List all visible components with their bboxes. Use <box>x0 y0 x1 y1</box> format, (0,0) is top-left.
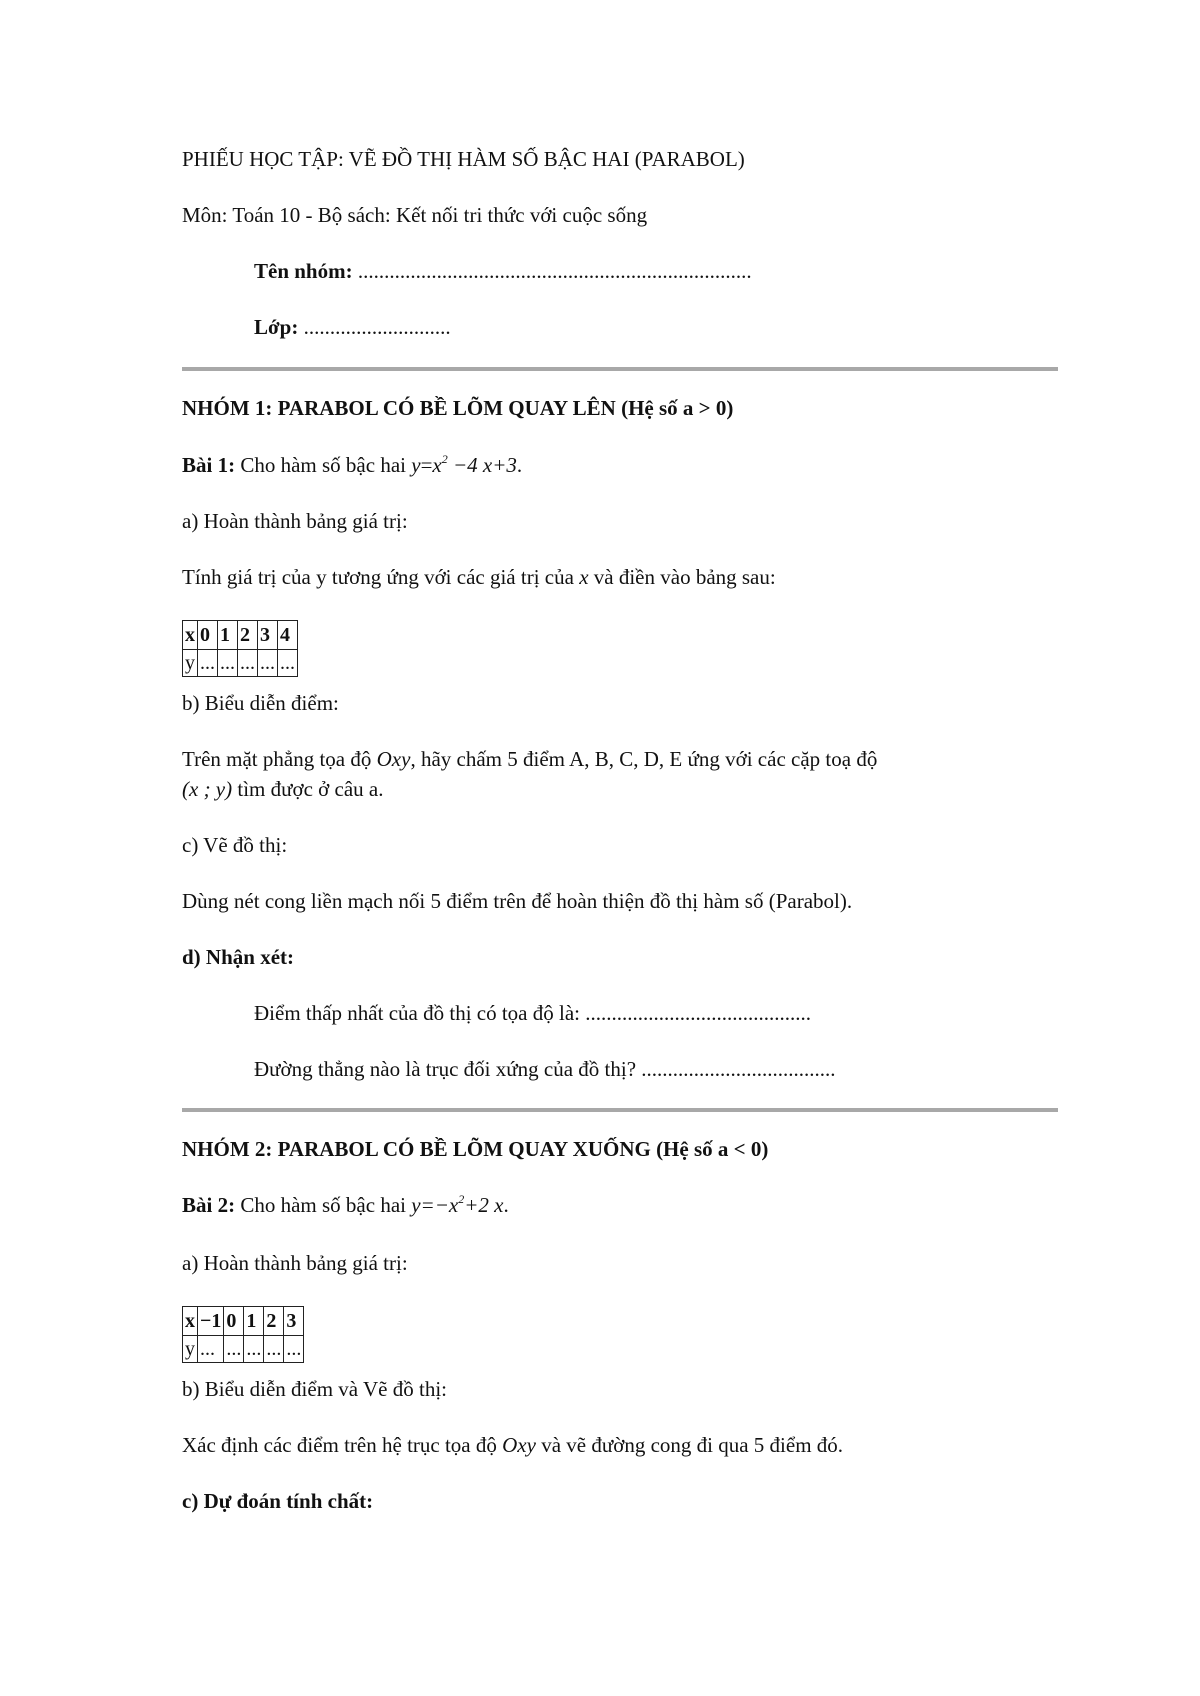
y-blank-cell[interactable]: ... <box>198 1336 224 1363</box>
group-name-blank: ........................................................................... <box>352 259 752 283</box>
table-row <box>183 1336 304 1363</box>
class-blank: ............................ <box>298 315 451 339</box>
y-blank-cell[interactable]: ... <box>218 650 238 677</box>
g1-part-c-title: c) Vẽ đồ thị: <box>182 833 288 857</box>
y-blank-cell[interactable]: ... <box>264 1336 284 1363</box>
group-name-label: Tên nhóm: <box>254 259 353 283</box>
y-header-cell: y <box>183 650 198 677</box>
g1-part-d-question2: Đường thẳng nào là trục đối xứng của đồ thị? ..................................... <box>254 1057 836 1081</box>
x-value-cell: 3 <box>258 621 278 650</box>
worksheet-title: PHIẾU HỌC TẬP: VẼ ĐỒ THỊ HÀM SỐ BẬC HAI (PARABOL) <box>182 147 745 171</box>
table-row <box>183 621 298 650</box>
y-blank-cell[interactable]: ... <box>284 1336 304 1363</box>
y-header-cell: y <box>183 1336 198 1363</box>
exercise1-text: Cho hàm số bậc hai <box>235 453 412 477</box>
g1-part-d-question1: Điểm thấp nhất của đồ thị có tọa độ là: ........................................... <box>254 1001 811 1025</box>
exercise2-function: $y=-x^2+2$ x <box>411 1192 504 1217</box>
class-line <box>254 314 451 340</box>
x-value-cell: 2 <box>264 1307 284 1336</box>
x-header-cell: x <box>183 621 198 650</box>
table-row <box>183 1307 304 1336</box>
y-blank-cell[interactable]: ... <box>278 650 298 677</box>
group2-heading: NHÓM 2: PARABOL CÓ BỀ LÕM QUAY XUỐNG (Hệ số a < 0) <box>182 1137 769 1161</box>
subject-line: Môn: Toán 10 - Bộ sách: Kết nối tri thức với cuộc sống <box>182 203 648 227</box>
exercise2-text: Cho hàm số bậc hai <box>235 1193 412 1217</box>
g2-values-table <box>182 1306 304 1363</box>
group-name-line <box>254 258 752 284</box>
x-value-cell: 1 <box>218 621 238 650</box>
g1-part-a-title: a) Hoàn thành bảng giá trị: <box>182 509 408 533</box>
g1-part-b-text1: Trên mặt phẳng tọa độ Oxy, hãy chấm 5 điểm A, B, C, D, E ứng với các cặp toạ độ <box>182 747 878 771</box>
x-header-cell: x <box>183 1307 198 1336</box>
g2-part-c-title: c) Dự đoán tính chất: <box>182 1489 374 1513</box>
exercise2-line: Bài 2: Cho hàm số bậc hai $y=-x^2+2$ x. <box>182 1192 509 1217</box>
g1-values-table <box>182 620 298 677</box>
x-value-cell: 3 <box>284 1307 304 1336</box>
g1-part-b-title: b) Biểu diễn điểm: <box>182 691 339 715</box>
x-value-cell: 0 <box>198 621 218 650</box>
y-blank-cell[interactable]: ... <box>224 1336 244 1363</box>
g2-part-a-title: a) Hoàn thành bảng giá trị: <box>182 1251 408 1275</box>
y-blank-cell[interactable]: ... <box>238 650 258 677</box>
exercise1-label: Bài 1: <box>182 453 236 477</box>
y-blank-cell[interactable]: ... <box>198 650 218 677</box>
x-value-cell: 0 <box>224 1307 244 1336</box>
exercise1-function: $y=x^2 -4$ x+3 <box>411 452 517 477</box>
g1-part-d-title: d) Nhận xét: <box>182 945 295 969</box>
table-row <box>183 650 298 677</box>
g1-part-b-text2: (x ; y) tìm được ở câu a. <box>182 777 384 801</box>
g1-part-c-text: Dùng nét cong liền mạch nối 5 điểm trên để hoàn thiện đồ thị hàm số (Parabol). <box>182 889 853 913</box>
g2-part-b-title: b) Biểu diễn điểm và Vẽ đồ thị: <box>182 1377 447 1401</box>
g1-part-a-instruction: Tính giá trị của y tương ứng với các giá trị của x và điền vào bảng sau: <box>182 565 776 589</box>
x-value-cell: −1 <box>198 1307 224 1336</box>
y-blank-cell[interactable]: ... <box>258 650 278 677</box>
x-value-cell: 1 <box>244 1307 264 1336</box>
section-divider <box>182 1108 1058 1112</box>
group1-heading: NHÓM 1: PARABOL CÓ BỀ LÕM QUAY LÊN (Hệ số a > 0) <box>182 396 734 420</box>
exercise1-line: Bài 1: Cho hàm số bậc hai $y=x^2 -4$ x+3. <box>182 452 523 477</box>
section-divider <box>182 367 1058 371</box>
y-blank-cell[interactable]: ... <box>244 1336 264 1363</box>
x-value-cell: 4 <box>278 621 298 650</box>
x-value-cell: 2 <box>238 621 258 650</box>
exercise2-label: Bài 2: <box>182 1193 236 1217</box>
g2-part-b-text: Xác định các điểm trên hệ trục tọa độ Oxy và vẽ đường cong đi qua 5 điểm đó. <box>182 1433 844 1457</box>
class-label: Lớp: <box>254 315 299 339</box>
